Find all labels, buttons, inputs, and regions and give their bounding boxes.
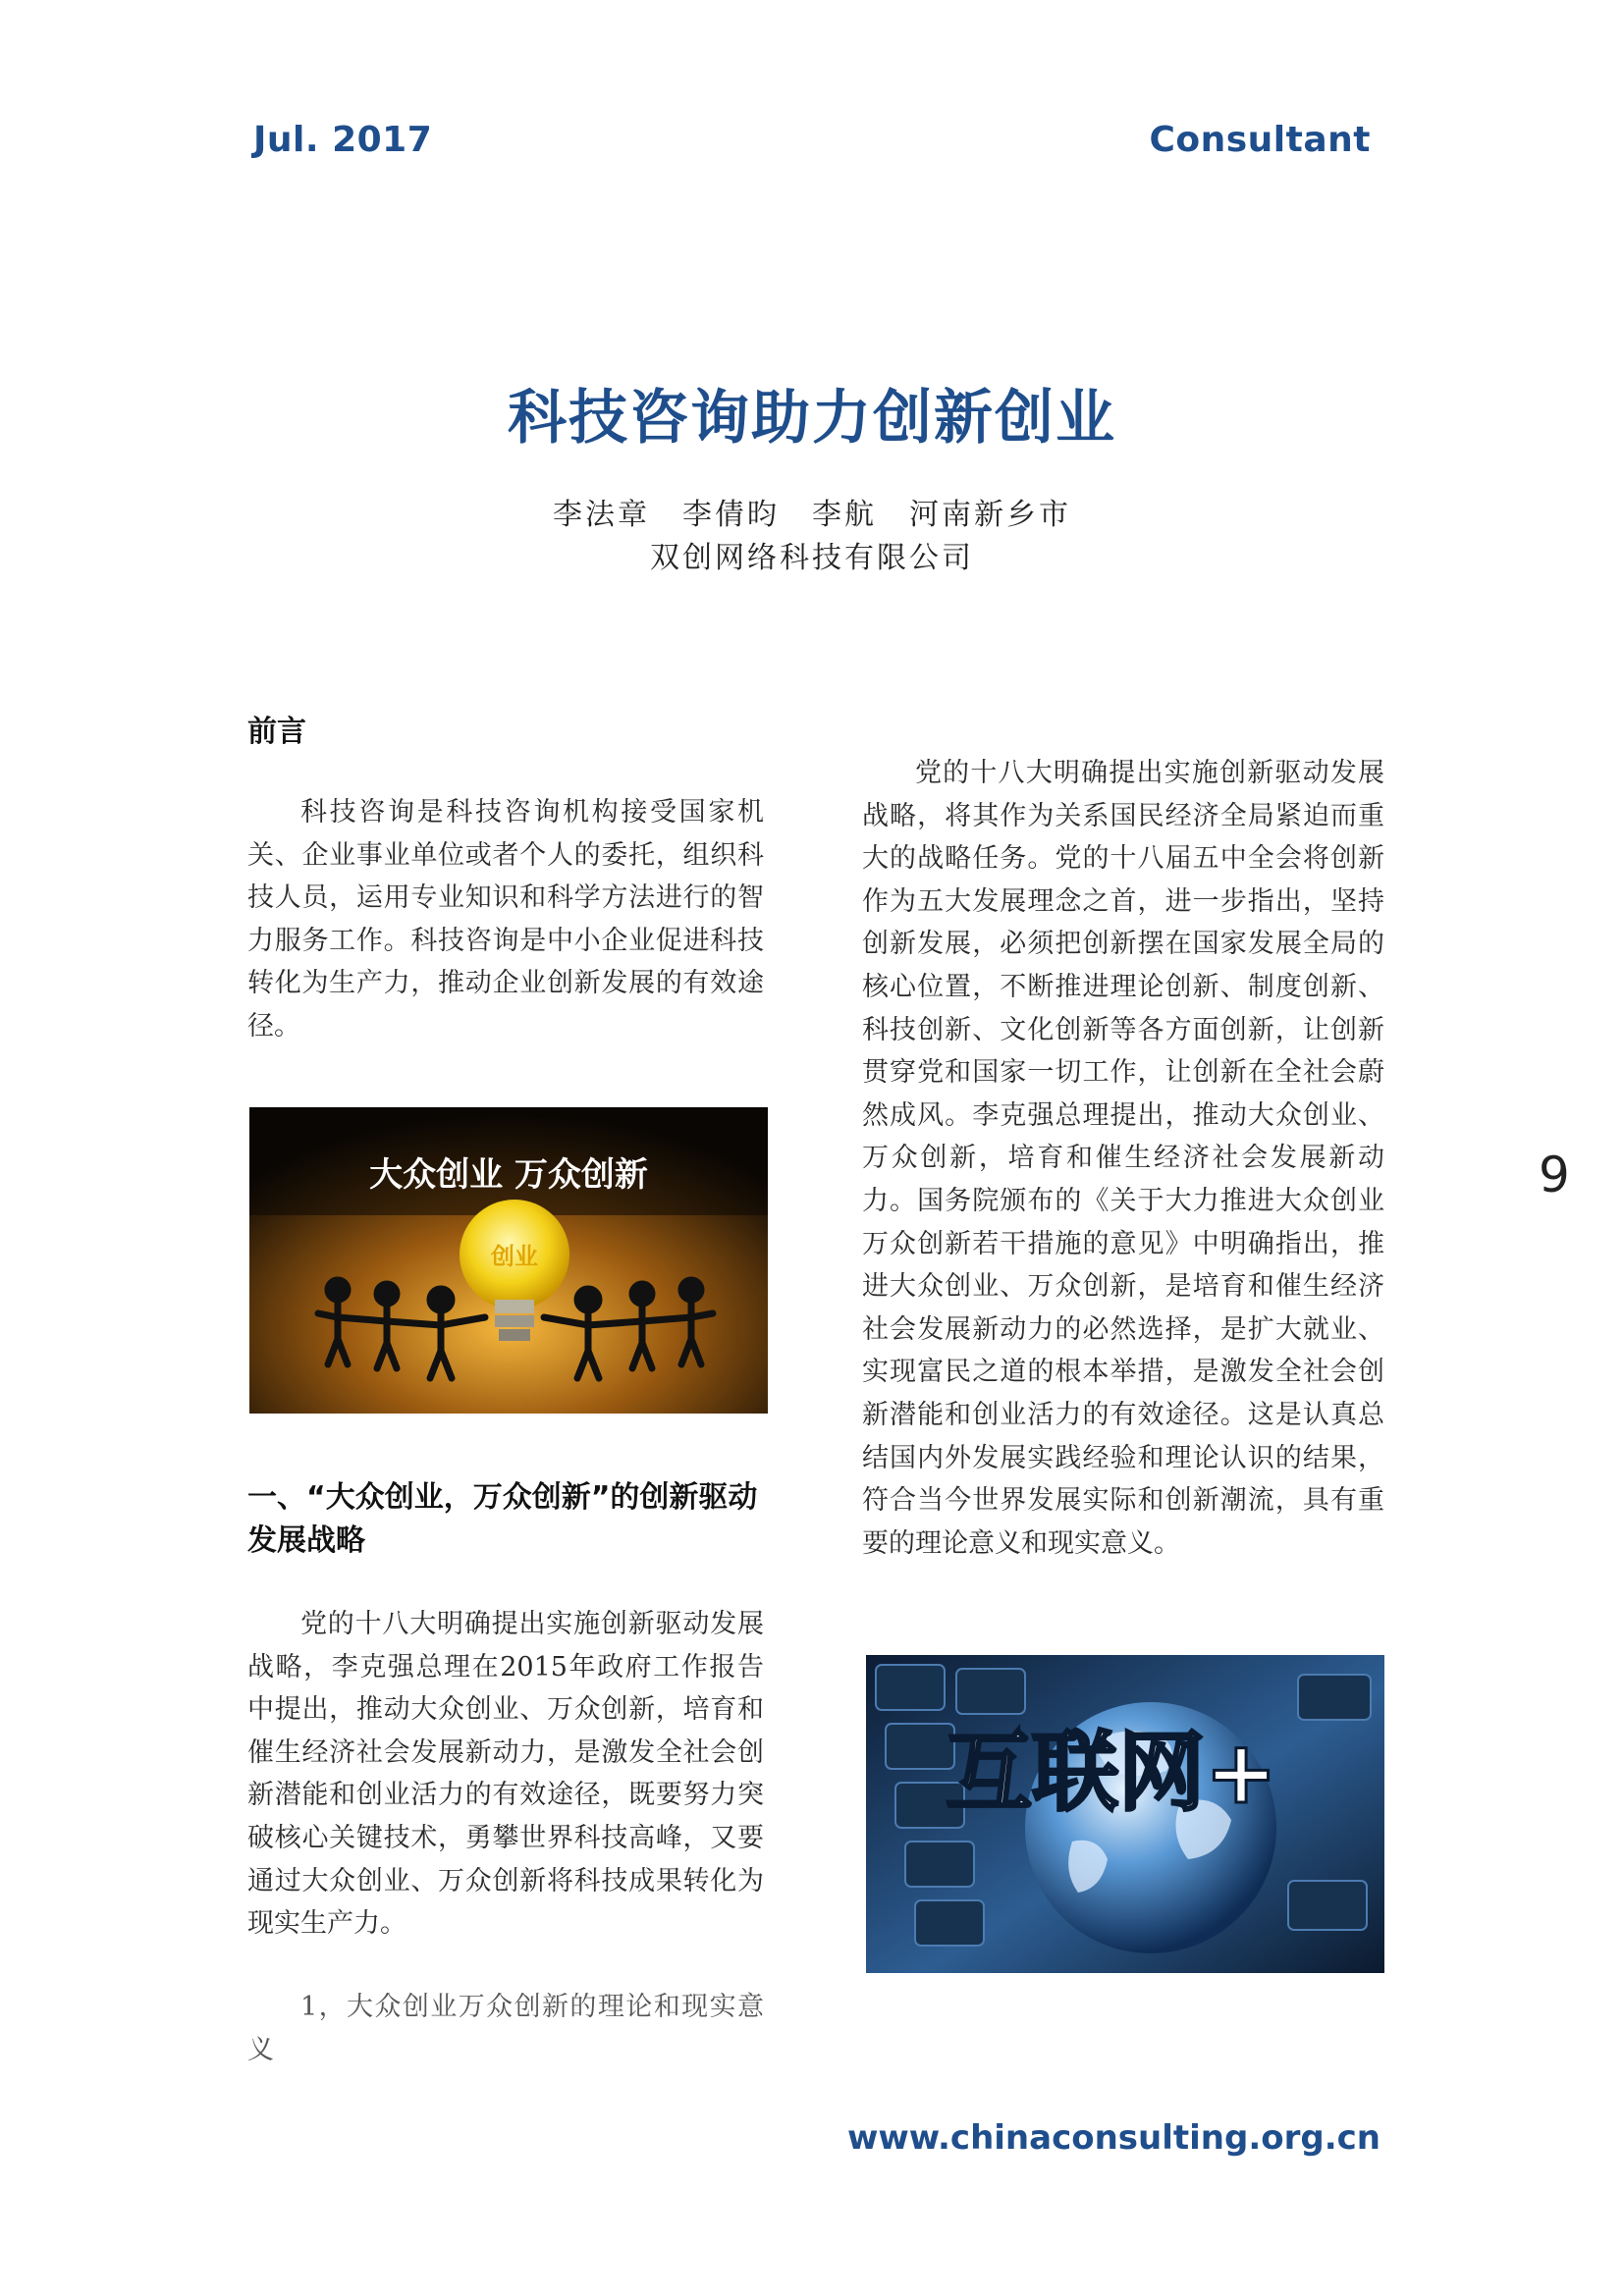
preface-heading: 前言 <box>247 715 306 749</box>
mass-entrepreneurship-image <box>249 1107 768 1414</box>
mass-entrepreneurship-illustration <box>249 1107 768 1414</box>
preface-body <box>247 791 764 1048</box>
section-1-heading: 一、“大众创业，万众创新”的创新驱动发展战略 <box>247 1480 758 1558</box>
image-2-caption: 互联网+ <box>946 1722 1277 1823</box>
right-column-body <box>862 752 1384 1565</box>
article-title: 科技咨询助力创新创业 <box>508 384 1116 453</box>
right-column-paragraph: 党的十八大明确提出实施创新驱动发展战略，将其作为关系国民经济全局紧迫而重大的战略任务。党的十八届五中全会将创新作为五大发展理念之首，进一步指出，坚持创新发展，必须把创新摆在国家发展全局的核心位置，不断推进理论创新、制度创新、科技创新、文化创新等各方面创新，让创新贯穿党和国家一切工作，让创新在全社会蔚然成风。李克强总理提出，推动大众创业、万众创新，培育和催生经济社会发展新动力。国务院颁布的《关于大力推进大众创业万众创新若干措施的意见》中明确指出，推进大众创业、万众创新，是培育和催生经济社会发展新动力的必然选择，是扩大就业、实现富民之道的根本举措，是激发全社会创新潜能和创业活力的有效途径。这是认真总结国内外发展实践经验和理论认识的结果，符合当今世界发展实际和创新潮流，具有重要的理论意义和现实意义。 <box>862 758 1384 1559</box>
footer-url: www.chinaconsulting.org.cn <box>846 2118 1380 2158</box>
authors-block <box>0 494 1624 580</box>
header-date: Jul. 2017 <box>253 120 433 160</box>
internet-plus-image <box>866 1655 1384 1973</box>
authors-line-2: 双创网络科技有限公司 <box>650 541 974 575</box>
header-publication: Consultant <box>1149 120 1371 160</box>
image-1-bulb-text: 创业 <box>491 1243 538 1270</box>
image-1-caption: 大众创业 万众创新 <box>369 1155 648 1195</box>
authors-line-1: 李法章 李倩昀 李航 河南新乡市 <box>553 498 1071 532</box>
section-1-body <box>247 1603 764 1946</box>
section-1-paragraph: 党的十八大明确提出实施创新驱动发展战略，李克强总理在2015年政府工作报告中提出，推动大众创业、万众创新，培育和催生经济社会发展新动力，是激发全社会创新潜能和创业活力的有效途径，既要努力突破核心关键技术，勇攀世界科技高峰，又要通过大众创业、万众创新将科技成果转化为现实生产力。 <box>247 1609 764 1940</box>
preface-heading-wrap <box>247 707 764 750</box>
internet-plus-illustration <box>866 1655 1384 1973</box>
page-number: 9 <box>1539 1147 1570 1203</box>
preface-paragraph: 科技咨询是科技咨询机构接受国家机关、企业事业单位或者个人的委托，组织科技人员，运用专业知识和科学方法进行的智力服务工作。科技咨询是中小企业促进科技转化为生产力，推动企业创新发展的有效途径。 <box>247 797 764 1041</box>
section-1-heading-wrap <box>247 1476 764 1563</box>
section-1-subheading: 1，大众创业万众创新的理论和现实意义 <box>247 1992 764 2065</box>
section-1-subheading-wrap <box>247 1986 764 2071</box>
